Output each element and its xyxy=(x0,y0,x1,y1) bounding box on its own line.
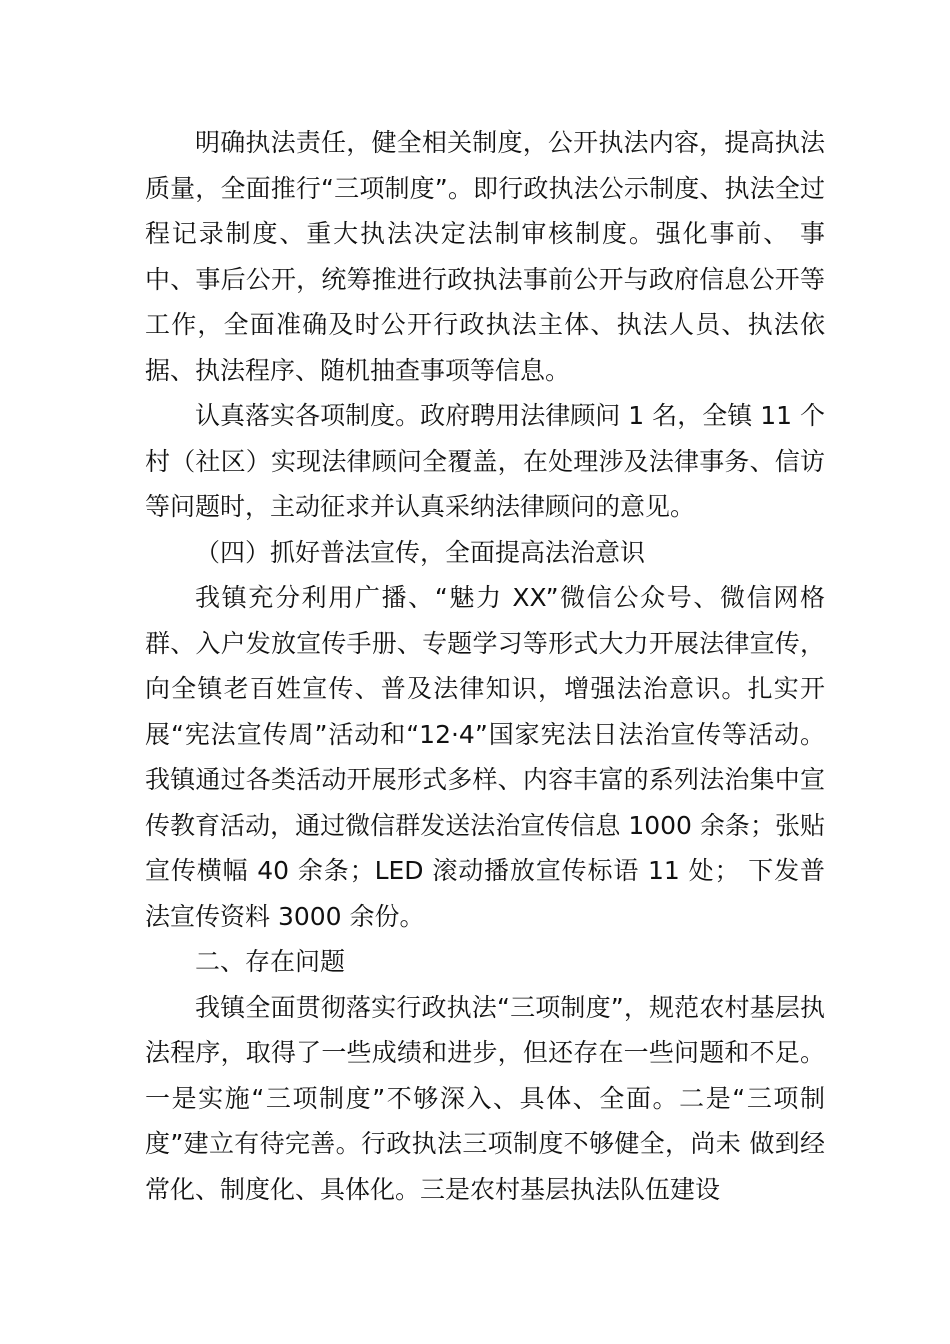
paragraph-legal-advisor: 认真落实各项制度。政府聘用法律顾问 1 名，全镇 11 个村（社区）实现法律顾问全覆盖，在处理涉及法律事务、信访等问题时，主动征求并认真采纳法律顾问的意见。 xyxy=(145,401,825,521)
paragraph-existing-problems: 我镇全面贯彻落实行政执法“三项制度”，规范农村基层执法程序，取得了一些成绩和进步，但还存在一些问题和不足。一是实施“三项制度”不够深入、具体、全面。二是“三项制度”建立有待完善。行政执法三项制度不够健全，尚未 做到经常化、制度化、具体化。三是农村基层执法队伍建设 xyxy=(145,992,825,1204)
section-heading-existing-problems: 二、存在问题 xyxy=(195,947,346,976)
section-heading-legal-publicity: （四）抓好普法宣传，全面提高法治意识 xyxy=(195,537,646,567)
paragraph-legal-publicity: 我镇充分利用广播、“魅力 XX”微信公众号、微信网格群、入户发放宣传手册、专题学习等形式大力开展法律宣传， 向全镇老百姓宣传、普及法律知识，增强法治意识。扎实开展“宪法宣传周”活动和“12·4”国家宪法日法治宣传等活动。我镇通过各类活动开展形式多样、内容丰富的系列法治集中宣传教育活动，通过微信群发送法治宣传信息 1000 余条；张贴宣传横幅 40 余条；LED 滚动播放宣传标语 11 处； 下发普法宣传资料 3000 余份。 xyxy=(145,583,825,931)
document-body xyxy=(145,120,825,1212)
paragraph-enforcement-responsibility: 明确执法责任，健全相关制度，公开执法内容，提高执法质量，全面推行“三项制度”。即行政执法公示制度、执法全过程记录制度、重大执法决定法制审核制度。强化事前、 事中、事后公开，统筹推进行政执法事前公开与政府信息公开等工作，全面准确及时公开行政执法主体、执法人员、执法依据、执法程序、随机抽查事项等信息。 xyxy=(145,128,825,385)
